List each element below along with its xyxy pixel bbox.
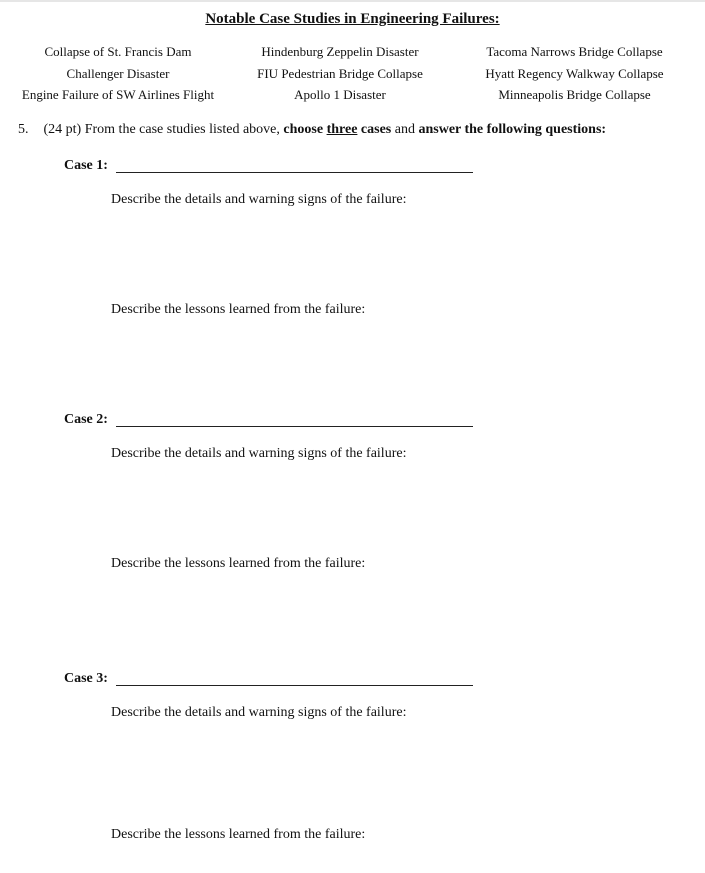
case-1-label: Case 1: <box>64 158 108 173</box>
case-study-item: Minneapolis Bridge Collapse <box>498 87 651 102</box>
case-2-details-prompt: Describe the details and warning signs of the failure: <box>111 446 407 461</box>
case-1-answer-line[interactable] <box>116 172 473 173</box>
page-top-border <box>0 0 705 2</box>
case-3-label: Case 3: <box>64 671 108 686</box>
case-3-answer-line[interactable] <box>116 685 473 686</box>
case-3-lessons-prompt: Describe the lessons learned from the failure: <box>111 827 366 842</box>
case-2-label: Case 2: <box>64 412 108 427</box>
question-points: (24 pt) From the case studies listed above, <box>43 122 280 137</box>
question-rest: answer the following questions: <box>418 122 607 137</box>
case-study-item: Apollo 1 Disaster <box>294 87 386 102</box>
case-2-answer-line[interactable] <box>116 426 473 427</box>
page-title: Notable Case Studies in Engineering Failures: <box>205 11 500 27</box>
case-study-item: Engine Failure of SW Airlines Flight <box>21 87 215 102</box>
case-1-lessons-prompt: Describe the lessons learned from the failure: <box>111 302 366 317</box>
case-study-item: Challenger Disaster <box>66 66 170 81</box>
question-number: 5. <box>18 122 29 137</box>
question-choose: choose <box>283 122 324 137</box>
question-three: three <box>326 122 358 137</box>
question-and: and <box>394 122 415 137</box>
case-study-item: Tacoma Narrows Bridge Collapse <box>486 44 663 59</box>
case-study-item: FIU Pedestrian Bridge Collapse <box>257 66 423 81</box>
case-study-item: Hindenburg Zeppelin Disaster <box>261 44 419 59</box>
case-3-details-prompt: Describe the details and warning signs of the failure: <box>111 705 407 720</box>
case-study-item: Hyatt Regency Walkway Collapse <box>485 66 664 81</box>
question-cases: cases <box>360 122 392 137</box>
case-2-lessons-prompt: Describe the lessons learned from the failure: <box>111 556 366 571</box>
case-1-details-prompt: Describe the details and warning signs of the failure: <box>111 192 407 207</box>
case-study-item: Collapse of St. Francis Dam <box>44 44 192 59</box>
question-5 <box>18 122 606 138</box>
